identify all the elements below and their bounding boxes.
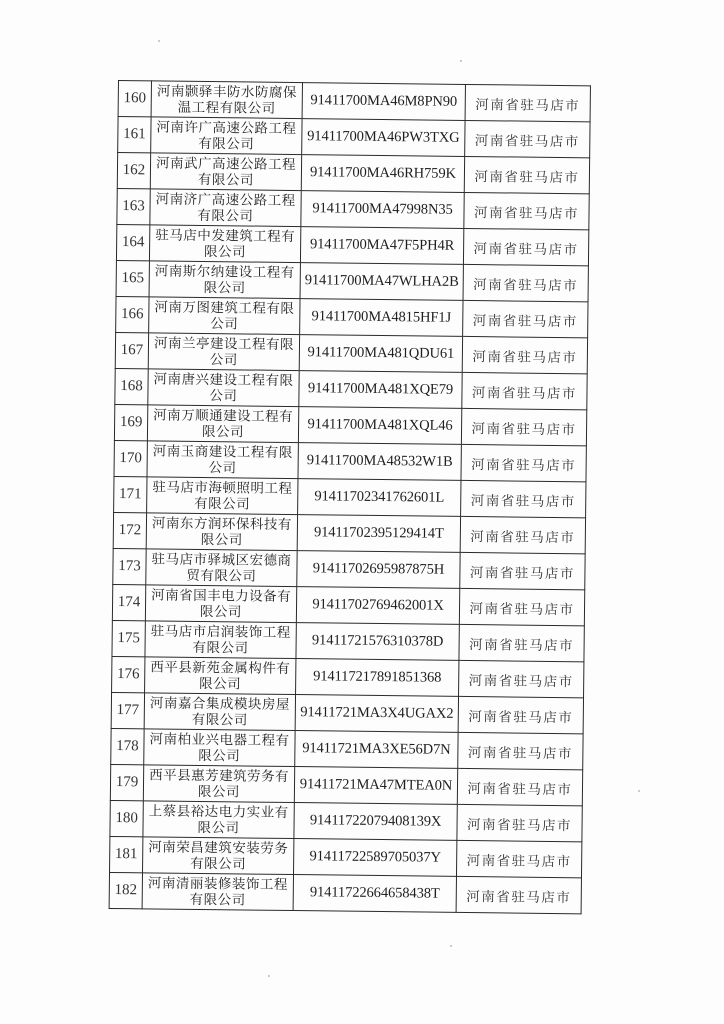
- table-row: [113, 548, 585, 589]
- credit-code-cell: 91411700MA481QDU61: [299, 335, 462, 373]
- table-row: [117, 188, 589, 229]
- credit-code-cell: 91411702695987875H: [297, 551, 460, 589]
- table-row: [118, 81, 590, 122]
- location-cell: 河南省驻马店市: [461, 408, 586, 445]
- location-cell: 河南省驻马店市: [465, 120, 590, 157]
- company-name-cell: 河南玉商建设工程有限公司: [147, 441, 298, 479]
- company-name-cell: 河南济广高速公路工程有限公司: [150, 189, 301, 227]
- table-row: [110, 800, 582, 841]
- table-body: [109, 81, 590, 914]
- row-number-cell: 181: [110, 836, 143, 872]
- location-cell: 河南省驻马店市: [460, 552, 585, 589]
- table-row: [111, 692, 583, 733]
- company-name-cell: 河南许广高速公路工程有限公司: [151, 117, 302, 155]
- scan-speck: [638, 790, 640, 792]
- row-number-cell: 174: [112, 584, 145, 620]
- credit-code-cell: 91411722664658438T: [293, 875, 456, 913]
- scan-speck: [460, 60, 462, 62]
- credit-code-cell: 91411700MA4815HF1J: [300, 299, 463, 337]
- scan-speck: [158, 40, 160, 42]
- credit-code-cell: 914117217891851368: [296, 659, 459, 697]
- table-row: [115, 332, 587, 373]
- table-row: [112, 656, 584, 697]
- company-name-cell: 驻马店市海顿照明工程有限公司: [147, 477, 298, 515]
- row-number-cell: 179: [110, 764, 143, 800]
- row-number-cell: 172: [113, 512, 146, 548]
- row-number-cell: 173: [113, 548, 146, 584]
- credit-code-cell: 91411722079408139X: [294, 803, 457, 841]
- company-name-cell: 河南唐兴建设工程有限公司: [148, 369, 299, 407]
- location-cell: 河南省驻马店市: [459, 588, 584, 625]
- scan-speck: [450, 945, 452, 947]
- table-row: [116, 224, 588, 265]
- table-row: [118, 117, 590, 158]
- credit-code-cell: 91411700MA481XQE79: [299, 371, 462, 409]
- row-number-cell: 166: [116, 296, 149, 332]
- credit-code-cell: 91411700MA46RH759K: [301, 155, 464, 193]
- company-registry-table: [109, 80, 591, 914]
- credit-code-cell: 91411721576310378D: [296, 623, 459, 661]
- location-cell: 河南省驻马店市: [457, 804, 582, 841]
- table-row: [109, 872, 581, 913]
- company-name-cell: 河南东方润环保科技有限公司: [146, 513, 297, 551]
- row-number-cell: 178: [111, 728, 144, 764]
- credit-code-cell: 91411722589705037Y: [293, 839, 456, 877]
- company-name-cell: 驻马店市驿城区宏德商贸有限公司: [146, 549, 297, 587]
- credit-code-cell: 91411702769462001X: [296, 587, 459, 625]
- table-row: [116, 260, 588, 301]
- table-row: [114, 440, 586, 481]
- row-number-cell: 163: [117, 188, 150, 224]
- location-cell: 河南省驻马店市: [457, 768, 582, 805]
- company-name-cell: 河南颢驿丰防水防腐保温工程有限公司: [151, 81, 302, 119]
- credit-code-cell: 91411700MA46PW3TXG: [302, 119, 465, 157]
- location-cell: 河南省驻马店市: [456, 840, 581, 877]
- location-cell: 河南省驻马店市: [464, 192, 589, 229]
- credit-code-cell: 91411702341762601L: [298, 479, 461, 517]
- location-cell: 河南省驻马店市: [463, 264, 588, 301]
- row-number-cell: 168: [115, 368, 148, 404]
- company-name-cell: 河南清丽装修装饰工程有限公司: [142, 873, 293, 911]
- credit-code-cell: 91411700MA46M8PN90: [302, 83, 465, 121]
- scan-speck: [268, 975, 270, 977]
- row-number-cell: 162: [117, 153, 150, 189]
- table-row: [115, 368, 587, 409]
- company-name-cell: 驻马店市启润装饰工程有限公司: [145, 621, 296, 659]
- company-name-cell: 河南斯尔纳建设工程有限公司: [149, 261, 300, 299]
- company-name-cell: 驻马店中发建筑工程有限公司: [149, 225, 300, 263]
- location-cell: 河南省驻马店市: [462, 336, 587, 373]
- location-cell: 河南省驻马店市: [462, 372, 587, 409]
- company-name-cell: 河南嘉合集成模块房屋有限公司: [144, 693, 295, 731]
- row-number-cell: 170: [114, 440, 147, 476]
- row-number-cell: 165: [116, 260, 149, 296]
- credit-code-cell: 91411721MA3X4UGAX2: [295, 695, 458, 733]
- location-cell: 河南省驻马店市: [458, 732, 583, 769]
- table-row: [117, 153, 589, 194]
- credit-code-cell: 91411700MA47998N35: [301, 191, 464, 229]
- location-cell: 河南省驻马店市: [461, 444, 586, 481]
- credit-code-cell: 91411721MA47MTEA0N: [294, 767, 457, 805]
- location-cell: 河南省驻马店市: [456, 876, 581, 913]
- company-name-cell: 西平县新苑金属构件有限公司: [145, 657, 296, 695]
- location-cell: 河南省驻马店市: [461, 480, 586, 517]
- credit-code-cell: 91411700MA47F5PH4R: [300, 227, 463, 265]
- location-cell: 河南省驻马店市: [463, 300, 588, 337]
- credit-code-cell: 91411700MA47WLHA2B: [300, 263, 463, 301]
- row-number-cell: 161: [118, 117, 151, 153]
- row-number-cell: 164: [116, 224, 149, 260]
- table-row: [110, 836, 582, 877]
- row-number-cell: 175: [112, 620, 145, 656]
- company-name-cell: 河南武广高速公路工程有限公司: [150, 153, 301, 191]
- company-name-cell: 河南万图建筑工程有限公司: [149, 297, 300, 335]
- table-row: [112, 584, 584, 625]
- table-row: [114, 404, 586, 445]
- credit-code-cell: 91411702395129414T: [297, 515, 460, 553]
- row-number-cell: 177: [111, 692, 144, 728]
- table-row: [112, 620, 584, 661]
- company-name-cell: 河南柏业兴电器工程有限公司: [144, 729, 295, 767]
- location-cell: 河南省驻马店市: [463, 228, 588, 265]
- company-name-cell: 河南兰亭建设工程有限公司: [148, 333, 299, 371]
- credit-code-cell: 91411700MA48532W1B: [298, 443, 461, 481]
- location-cell: 河南省驻马店市: [459, 624, 584, 661]
- location-cell: 河南省驻马店市: [464, 156, 589, 193]
- row-number-cell: 176: [112, 656, 145, 692]
- table-row: [114, 476, 586, 517]
- company-table-wrapper: [109, 80, 590, 914]
- table-row: [116, 296, 588, 337]
- location-cell: 河南省驻马店市: [460, 516, 585, 553]
- row-number-cell: 169: [114, 404, 147, 440]
- table-row: [113, 512, 585, 553]
- company-name-cell: 河南省国丰电力设备有限公司: [145, 585, 296, 623]
- company-name-cell: 河南万顺通建设工程有限公司: [147, 405, 298, 443]
- row-number-cell: 167: [115, 332, 148, 368]
- company-name-cell: 河南荣昌建筑安装劳务有限公司: [143, 837, 294, 875]
- location-cell: 河南省驻马店市: [459, 660, 584, 697]
- company-name-cell: 西平县惠芳建筑劳务有限公司: [143, 765, 294, 803]
- location-cell: 河南省驻马店市: [465, 84, 590, 121]
- location-cell: 河南省驻马店市: [458, 696, 583, 733]
- row-number-cell: 180: [110, 800, 143, 836]
- credit-code-cell: 91411700MA481XQL46: [298, 407, 461, 445]
- row-number-cell: 160: [118, 81, 151, 117]
- company-name-cell: 上蔡县裕达电力实业有限公司: [143, 801, 294, 839]
- table-row: [111, 728, 583, 769]
- row-number-cell: 182: [109, 872, 142, 908]
- row-number-cell: 171: [114, 476, 147, 512]
- credit-code-cell: 91411721MA3XE56D7N: [295, 731, 458, 769]
- table-row: [110, 764, 582, 805]
